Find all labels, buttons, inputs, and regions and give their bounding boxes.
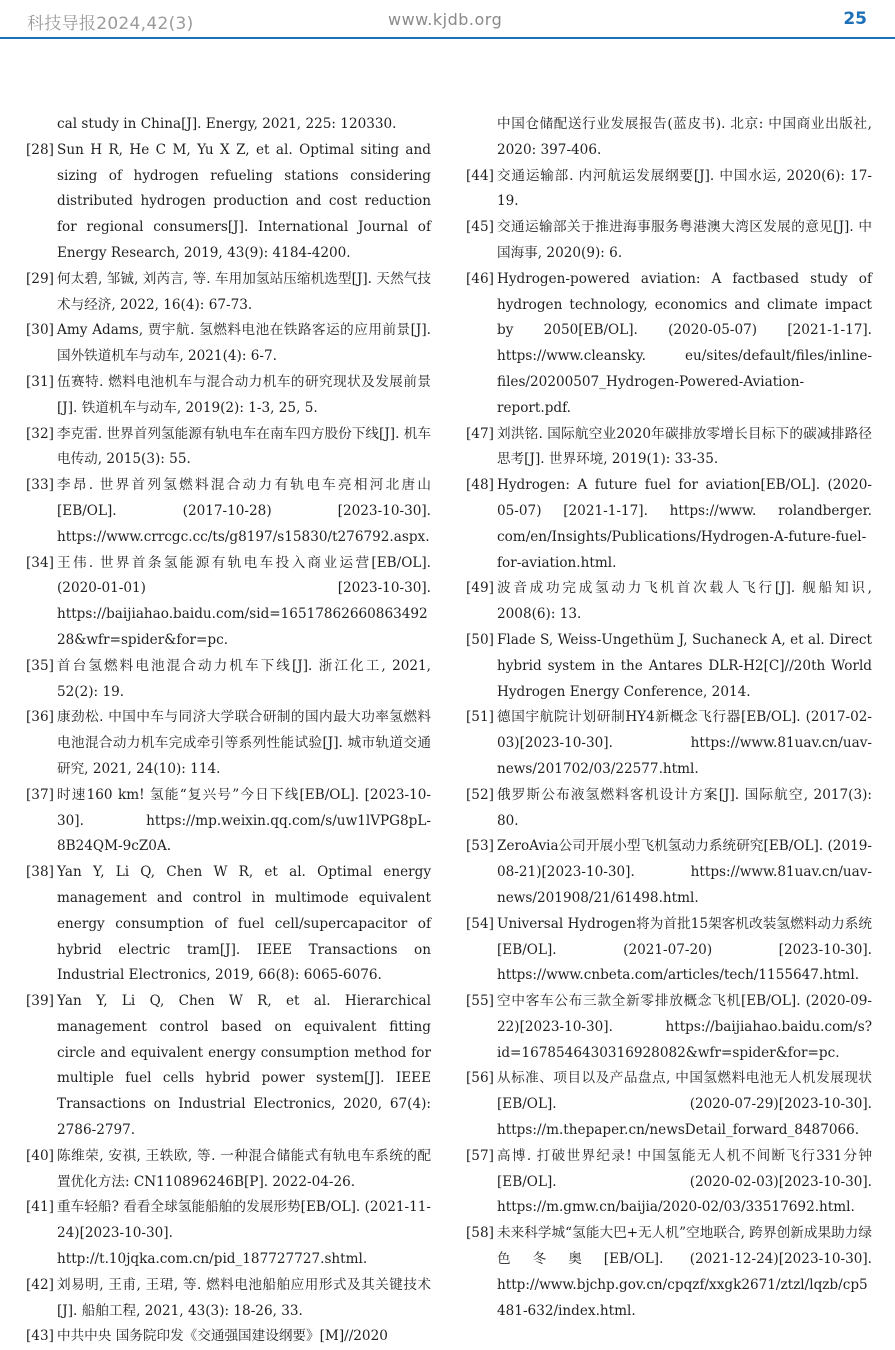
reference-text: Hydrogen-powered aviation: A factbased study of hydrogen technology, economics and climate impact by 2050[EB/OL]. (2020-05-07) [2021-1-17]. https://www.cleansky. eu/sites/default/files/inline-files/20200507_Hydrogen-Powered-Aviation-report.pdf.: [497, 270, 872, 416]
reference-entry: [26, 654, 431, 706]
reference-number: [50]: [466, 631, 494, 648]
reference-continuation: [26, 112, 431, 138]
reference-number: [43]: [26, 1328, 54, 1345]
reference-continuation: [466, 112, 872, 164]
reference-text: 刘易明, 王甫, 王珺, 等. 燃料电池船舶应用形式及其关键技术[J]. 船舶工程, 2021, 43(3): 18-26, 33.: [57, 1276, 431, 1319]
reference-number: [56]: [466, 1070, 494, 1087]
reference-entry: [466, 834, 872, 911]
reference-text: Hydrogen: A future fuel for aviation[EB/OL]. (2020-05-07) [2021-1-17]. https://www. rolandberger. com/en/Insights/Publications/Hydrogen-A-future-fuel-for-aviation.html.: [497, 477, 872, 571]
page-header: [0, 0, 895, 40]
reference-text: 康劲松. 中国中车与同济大学联合研制的国内最大功率氢燃料电池混合动力机车完成牵引等系列性能试验[J]. 城市轨道交通研究, 2021, 24(10): 114.: [57, 709, 431, 777]
reference-text: 何太碧, 邹铖, 刘芮言, 等. 车用加氢站压缩机选型[J]. 天然气技术与经济, 2022, 16(4): 67-73.: [57, 270, 431, 313]
reference-text: Yan Y, Li Q, Chen W R, et al. Hierarchical management control based on equivalent fitting circle and equivalent energy consumption method for multiple fuel cells hybrid power system[J]. IEEE Transactions on Industrial Electronics, 2020, 67(4): 2786-2797.: [57, 993, 431, 1139]
reference-entry: [26, 1195, 431, 1272]
reference-text: 俄罗斯公布液氢燃料客机设计方案[J]. 国际航空, 2017(3): 80.: [497, 786, 872, 829]
reference-entry: [26, 860, 431, 989]
reference-text: 李克雷. 世界首列氢能源有轨电车在南车四方股份下线[J]. 机车电传动, 2015(3): 55.: [57, 425, 431, 468]
reference-text: 交通运输部关于推进海事服务粤港澳大湾区发展的意见[J]. 中国海事, 2020(9): 6.: [497, 219, 872, 261]
reference-entry: [466, 267, 872, 422]
reference-text: Amy Adams, 贾宇航. 氢燃料电池在铁路客运的应用前景[J]. 国外铁道机车与动车, 2021(4): 6-7.: [57, 322, 431, 365]
reference-text: ZeroAvia公司开展小型飞机氢动力系统研究[EB/OL]. (2019-08-21)[2023-10-30]. https://www.81uav.cn/uav-news/201908/21/61498.html.: [497, 838, 872, 906]
journal-website[interactable]: www.kjdb.org: [388, 10, 503, 29]
reference-number: [58]: [466, 1225, 494, 1242]
reference-number: [39]: [26, 993, 54, 1010]
reference-number: [34]: [26, 554, 54, 571]
reference-entry: [466, 912, 872, 989]
reference-entry: [26, 1324, 431, 1350]
reference-entry: [26, 267, 431, 319]
reference-text: 空中客车公布三款全新零排放概念飞机[EB/OL]. (2020-09-22)[2023-10-30]. https://baijiahao.baidu.com/s?id=1678546430316928082&wfr=spider&for=pc.: [497, 993, 872, 1061]
reference-entry: [26, 551, 431, 654]
reference-number: [48]: [466, 477, 494, 494]
reference-text: 从标准、项目以及产品盘点, 中国氢燃料电池无人机发展现状[EB/OL]. (2020-07-29)[2023-10-30]. https://m.thepaper.cn/newsDetail_forward_8487066.: [497, 1070, 872, 1139]
reference-entry: [26, 422, 431, 474]
reference-number: [46]: [466, 270, 494, 287]
reference-entry: [26, 783, 431, 860]
reference-number: [30]: [26, 322, 54, 339]
reference-entry: [466, 989, 872, 1066]
reference-entry: [466, 164, 872, 216]
reference-number: [42]: [26, 1276, 54, 1293]
reference-text: 重车轻船? 看看全球氢能船舶的发展形势[EB/OL]. (2021-11-24)[2023-10-30]. http://t.10jqka.com.cn/pid_187727727.shtml.: [57, 1199, 431, 1268]
reference-entry: [466, 473, 872, 576]
reference-number: [28]: [26, 141, 54, 158]
header-rule: [0, 37, 895, 39]
reference-number: [38]: [26, 864, 54, 881]
reference-text: Flade S, Weiss-Ungethüm J, Suchaneck A, et al. Direct hybrid system in the Antares DLR-H2[C]//20th World Hydrogen Energy Conference, 2014.: [497, 631, 872, 700]
reference-number: [47]: [466, 425, 494, 442]
reference-entry: [466, 422, 872, 474]
reference-entry: [26, 318, 431, 370]
reference-entry: [26, 705, 431, 782]
reference-number: [37]: [26, 786, 54, 803]
reference-text: Universal Hydrogen将为首批15架客机改装氢燃料动力系统[EB/OL]. (2021-07-20) [2023-10-30]. https://www.cnbeta.com/articles/tech/1155647.html.: [497, 915, 872, 984]
reference-entry: [26, 473, 431, 550]
reference-entry: [466, 576, 872, 628]
reference-text: 未来科学城“氢能大巴+无人机”空地联合, 跨界创新成果助力绿色冬奥[EB/OL]. (2021-12-24)[2023-10-30]. http://www.bjchp.gov.cn/cpqzf/xxgk2671/ztzl/lqzb/cp5481-632/index.html.: [497, 1225, 872, 1319]
reference-entry: [466, 215, 872, 267]
reference-entry: [26, 138, 431, 267]
reference-number: [31]: [26, 373, 54, 390]
reference-entry: [466, 628, 872, 705]
reference-text: 高博. 打破世界纪录! 中国氢能无人机不间断飞行331分钟[EB/OL]. (2020-02-03)[2023-10-30]. https://m.gmw.cn/baijia/2020-02/03/33517692.html.: [497, 1147, 872, 1216]
reference-text: 王伟. 世界首条氢能源有轨电车投入商业运营[EB/OL]. (2020-01-01) [2023-10-30]. https://baijiahao.baidu.com/sid=1651786266086349228&wfr=spider&for=pc.: [57, 554, 431, 648]
reference-number: [35]: [26, 657, 54, 674]
reference-number: [40]: [26, 1147, 54, 1164]
reference-entry: [26, 370, 431, 422]
reference-entry: [466, 1221, 872, 1324]
reference-number: [55]: [466, 993, 494, 1010]
reference-text: 李昂. 世界首列氢燃料混合动力有轨电车亮相河北唐山[EB/OL]. (2017-10-28) [2023-10-30]. https://www.crrcgc.cc/ts/g8197/s15830/t276792.aspx.: [57, 477, 431, 545]
reference-text: Yan Y, Li Q, Chen W R, et al. Optimal energy management and control in multimode equivalent energy consumption of fuel cell/supercapacitor of hybrid electric tram[J]. IEEE Transactions on Industrial Electronics, 2019, 66(8): 6065-6076.: [57, 864, 431, 984]
reference-text: 陈维荣, 安祺, 王轶欧, 等. 一种混合储能式有轨电车系统的配置优化方法: CN110896246B[P]. 2022-04-26.: [57, 1147, 431, 1190]
reference-number: [57]: [466, 1147, 494, 1164]
reference-list-right: [466, 112, 872, 1324]
reference-number: [49]: [466, 580, 494, 597]
reference-text: 德国宇航院计划研制HY4新概念飞行器[EB/OL]. (2017-02-03)[2023-10-30]. https://www.81uav.cn/uav-news/201702/03/22577.html.: [497, 709, 872, 777]
reference-number: [41]: [26, 1199, 54, 1216]
reference-entry: [466, 705, 872, 782]
reference-text: 波音成功完成氢动力飞机首次载人飞行[J]. 舰船知识, 2008(6): 13.: [497, 580, 872, 623]
reference-entry: [466, 783, 872, 835]
reference-number: [44]: [466, 167, 494, 184]
reference-number: [33]: [26, 477, 54, 494]
reference-number: [45]: [466, 219, 494, 236]
reference-text: Sun H R, He C M, Yu X Z, et al. Optimal siting and sizing of hydrogen refueling stations considering distributed hydrogen production and cost reduction for regional consumers[J]. International Journal of Energy Research, 2019, 43(9): 4184-4200.: [57, 141, 431, 261]
reference-text: 伍赛特. 燃料电池机车与混合动力机车的研究现状及发展前景[J]. 铁道机车与动车, 2019(2): 1-3, 25, 5.: [57, 373, 431, 416]
reference-text: cal study in China[J]. Energy, 2021, 225: 120330.: [57, 116, 397, 132]
reference-text: 中国仓储配送行业发展报告(蓝皮书). 北京: 中国商业出版社, 2020: 397-406.: [497, 116, 872, 158]
reference-entry: [466, 1066, 872, 1143]
reference-entry: [26, 989, 431, 1144]
reference-number: [32]: [26, 425, 54, 442]
reference-text: 刘洪铭. 国际航空业2020年碳排放零增长目标下的碳减排路径思考[J]. 世界环境, 2019(1): 33-35.: [497, 425, 872, 468]
reference-text: 交通运输部. 内河航运发展纲要[J]. 中国水运, 2020(6): 17-19.: [497, 167, 872, 210]
journal-name: 科技导报2024,42(3): [27, 14, 194, 34]
reference-entry: [26, 1144, 431, 1196]
reference-number: [29]: [26, 270, 54, 287]
reference-entry: [466, 1144, 872, 1221]
reference-number: [54]: [466, 915, 494, 932]
reference-list-left: [26, 112, 431, 1350]
reference-number: [36]: [26, 709, 54, 726]
reference-number: [52]: [466, 786, 494, 803]
reference-text: 时速160 km! 氢能“复兴号”今日下线[EB/OL]. [2023-10-30]. https://mp.weixin.qq.com/s/uw1lVPG8pL-8B24QM-9cZ0A.: [57, 786, 431, 855]
reference-number: [53]: [466, 838, 494, 855]
page-number: 25: [843, 9, 867, 29]
reference-text: 首台氢燃料电池混合动力机车下线[J]. 浙江化工, 2021, 52(2): 19.: [57, 657, 431, 700]
reference-number: [51]: [466, 709, 494, 726]
reference-text: 中共中央 国务院印发《交通强国建设纲要》[M]//2020: [57, 1328, 388, 1345]
